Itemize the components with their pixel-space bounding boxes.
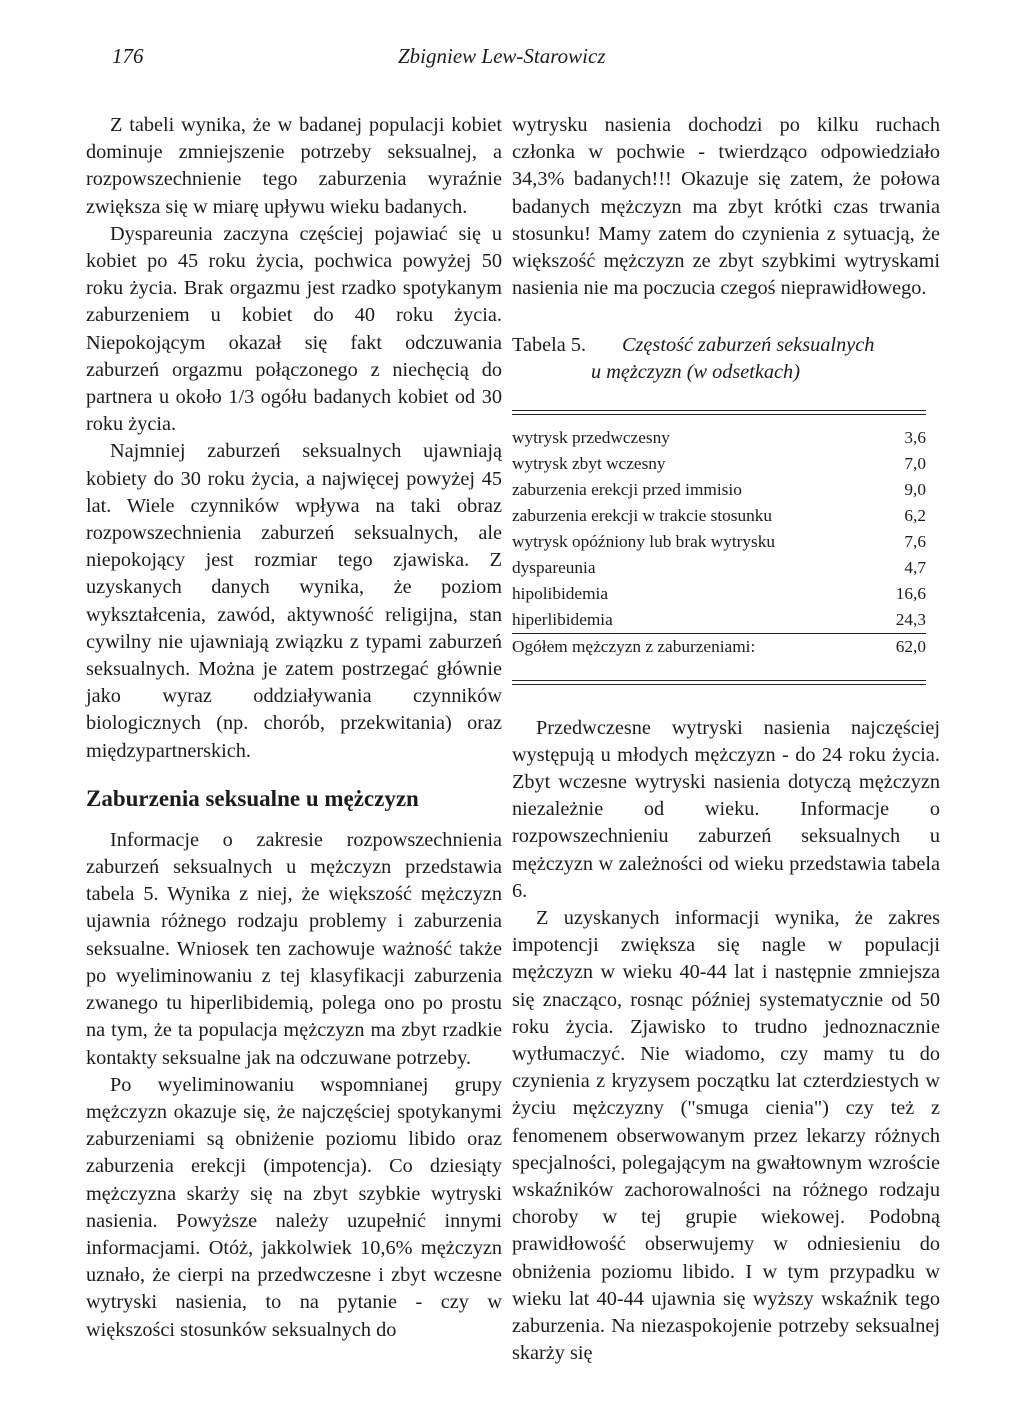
left-column bbox=[86, 112, 502, 1344]
table-subtitle: u mężczyzn (w odsetkach) bbox=[591, 361, 800, 384]
table-top-rule bbox=[512, 410, 926, 415]
table-row bbox=[512, 503, 926, 529]
row-value: 6,2 bbox=[904, 506, 926, 526]
table-row bbox=[512, 607, 926, 633]
right-column bbox=[512, 112, 940, 1367]
table-body bbox=[512, 425, 926, 632]
row-label: wytrysk zbyt wczesny bbox=[512, 454, 666, 474]
table-row bbox=[512, 451, 926, 477]
paragraph: Najmniej zaburzeń seksualnych ujawniają kobiety do 30 roku życia, a najwięcej powyżej 45 lat. Wiele czynników wpływa na taki obraz rozpowszechnienia zaburzeń seksualnych, ale niepokojący jest rozmiar tego zjawiska. Z uzyskanych danych wynika, że poziom wykształcenia, zawód, aktywność religijna, stan cywilny nie ujawniają związku z typami zaburzeń seksualnych. Można je zatem postrzegać głównie jako wyraz oddziaływania czynników biologicznych (np. chorób, przekwitania) oraz międzypartnerskich. bbox=[86, 440, 502, 762]
table-title: Częstość zaburzeń seksualnych bbox=[622, 334, 875, 357]
paragraph: Dyspareunia zaczyna częściej pojawiać się u kobiet po 45 roku życia, pochwica powyżej 50 roku życia. Brak orgazmu jest rzadko spotykanym zaburzeniem u kobiet do 40 roku życia. Niepokojącym okazał się fakt odczuwania zaburzeń orgazmu połączonego z niechęcią do partnera u około 1/3 ogółu badanych kobiet od 30 roku życia. bbox=[86, 222, 502, 436]
table-row bbox=[512, 529, 926, 555]
paragraph: Z tabeli wynika, że w badanej populacji kobiet dominuje zmniejszenie potrzeby seksualnej, a rozpowszechnienie tego zaburzenia wyraźnie zwiększa się w miarę upływu wieku badanych. bbox=[86, 114, 502, 218]
table-row bbox=[512, 477, 926, 503]
total-label: Ogółem mężczyzn z zaburzeniami: bbox=[512, 636, 756, 656]
page-number: 176 bbox=[112, 44, 144, 68]
section-heading: Zaburzenia seksualne u mężczyzn bbox=[86, 785, 419, 811]
row-value: 9,0 bbox=[904, 480, 926, 500]
row-label: zaburzenia erekcji w trakcie stosunku bbox=[512, 506, 773, 526]
table-label: Tabela 5. bbox=[512, 334, 587, 357]
row-label: hipolibidemia bbox=[512, 583, 608, 603]
total-value: 62,0 bbox=[895, 636, 926, 656]
row-value: 16,6 bbox=[895, 583, 926, 603]
text-after-table bbox=[512, 715, 940, 1368]
row-label: wytrysk przedwczesny bbox=[512, 428, 670, 448]
row-label: zaburzenia erekcji przed immisio bbox=[512, 480, 742, 500]
paragraph: Przedwczesne wytryski nasienia najczęściej występują u młodych mężczyzn - do 24 roku życia. Zbyt wczesne wytryski nasienia dotyczą mężczyzn niezależnie od wieku. Informacje o rozpowszechnieniu zaburzeń seksualnych u mężczyzn w zależności od wieku przedstawia tabela 6. bbox=[512, 716, 940, 902]
paragraph: Informacje o zakresie rozpowszechnienia zaburzeń seksualnych u mężczyzn przedstawia tabela 5. Wynika z niej, że większość mężczyzn ujawnia różnego rodzaju problemy i zaburzenia seksualne. Wniosek ten zachowuje ważność także po wyeliminowaniu z tej klasyfikacji zaburzenia zwanego tu hiperlibidemią, polega ono po prostu na tym, że ta populacja mężczyzn ma zbyt rzadkie kontakty seksualne jak na odczuwane potrzeby. bbox=[86, 828, 502, 1069]
row-label: dyspareunia bbox=[512, 557, 596, 577]
row-value: 7,6 bbox=[904, 532, 926, 552]
row-label: hiperlibidemia bbox=[512, 609, 613, 629]
row-value: 7,0 bbox=[904, 454, 926, 474]
table-caption bbox=[512, 332, 940, 386]
table-row bbox=[512, 555, 926, 581]
table-total-row bbox=[512, 633, 926, 660]
table-row bbox=[512, 425, 926, 451]
paragraph: Po wyeliminowaniu wspomnianej grupy mężczyzn okazuje się, że najczęściej spotykanymi zaburzeniami są obniżenie poziomu libido oraz zaburzenia erekcji (impotencja). Co dziesiąty mężczyzna skarży się na zbyt szybkie wytryski nasienia. Powyższe należy uzupełnić innymi informacjami. Otóż, jakkolwiek 10,6% mężczyzn uznało, że cierpi na przedwczesne i zbyt wczesne wytryski nasienia, to na pytanie - czy w większości stosunków seksualnych do bbox=[86, 1073, 502, 1341]
running-head-author: Zbigniew Lew-Starowicz bbox=[398, 44, 606, 68]
row-label: wytrysk opóźniony lub brak wytrysku bbox=[512, 532, 776, 552]
page-header bbox=[0, 44, 1024, 76]
row-value: 24,3 bbox=[895, 609, 926, 629]
frequency-table bbox=[512, 410, 926, 684]
row-value: 3,6 bbox=[904, 428, 926, 448]
paragraph: wytrysku nasienia dochodzi po kilku ruchach członka w pochwie - twierdząco odpowiedziało 34,3% badanych!!! Okazuje się zatem, że połowa badanych mężczyzn ma zbyt krótki czas trwania stosunku! Mamy zatem do czynienia z sytuacją, że większość mężczyzn ze zbyt szybkimi wytryskami nasienia nie ma poczucia czegoś nieprawidłowego. bbox=[512, 114, 940, 300]
table-row bbox=[512, 581, 926, 607]
table-bottom-rule bbox=[512, 680, 926, 685]
row-value: 4,7 bbox=[904, 557, 926, 577]
paragraph: Z uzyskanych informacji wynika, że zakres impotencji zwiększa się nagle w populacji mężczyzn w wieku 40-44 lat i następnie zmniejsza się znacząco, rosnąc później systematycznie od 50 roku życia. Zjawisko to trudno jednoznacznie wytłumaczyć. Nie wiadomo, czy mamy tu do czynienia z kryzysem początku lat czterdziestych w życiu mężczyzny ("smuga cienia") czy też z fenomenem obserwowanym przez lekarzy różnych specjalności, polegającym na gwałtownym wzroście wskaźników zachorowalności na różnego rodzaju choroby w tej grupie wiekowej. Podobną prawidłowość obserwujemy w odniesieniu do obniżenia poziomu libido. I w tym przypadku w wieku lat 40-44 ujawnia się wyższy wskaźnik tego zaburzenia. Na niezaspokojenie potrzeby seksualnej skarży się bbox=[512, 907, 940, 1365]
